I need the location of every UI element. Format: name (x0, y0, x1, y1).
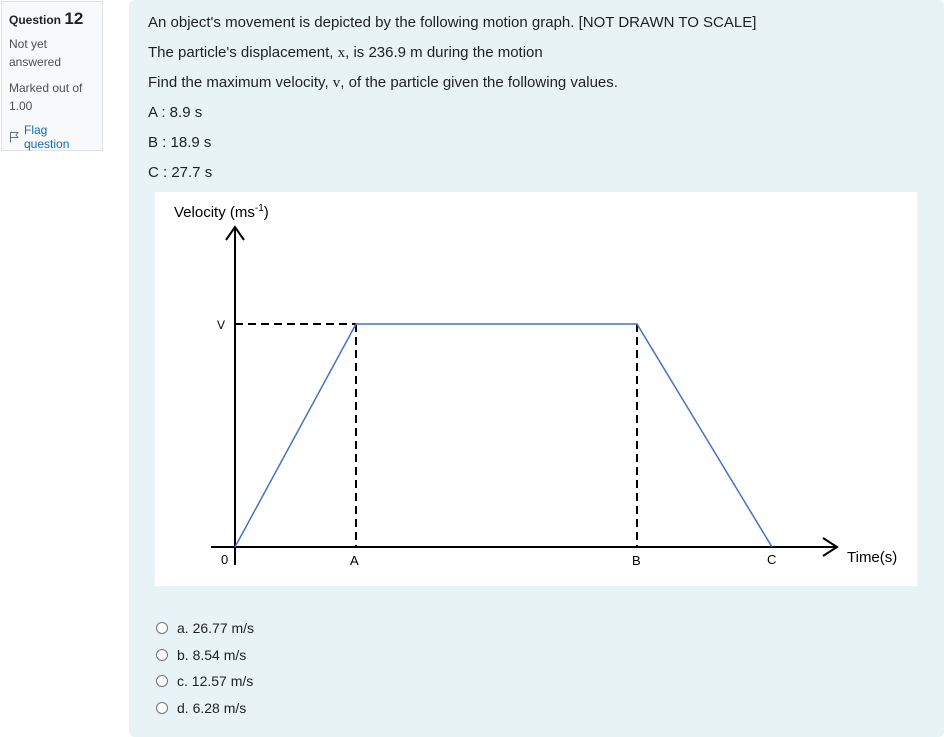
question-text-intro: An object's movement is depicted by the following motion graph. [NOT DRAWN TO SCALE] (148, 14, 757, 31)
answer-radio-a[interactable] (156, 622, 168, 634)
answer-label-d: d. 6.28 m/s (177, 699, 247, 716)
question-content (129, 0, 944, 737)
motion-graph-svg (155, 192, 917, 586)
question-grade: Marked out of 1.00 (9, 81, 83, 113)
answer-radio-b[interactable] (156, 649, 168, 661)
displacement-variable: x (337, 45, 346, 61)
question-text-task (148, 74, 618, 92)
x-axis-label: Time(s) (847, 549, 898, 566)
question-number (9, 9, 95, 29)
answer-label-c: c. 12.57 m/s (177, 673, 254, 690)
answer-options (156, 615, 254, 721)
displacement-prefix: The particle's displacement, (148, 44, 334, 61)
velocity-variable: v (332, 75, 341, 91)
x-tick-label-c: C (767, 552, 777, 567)
question-state: Not yet answered (9, 37, 62, 69)
value-a: A : 8.9 s (148, 104, 203, 121)
flag-icon (9, 131, 20, 143)
answer-label-a: a. 26.77 m/s (177, 620, 255, 637)
answer-option-b[interactable] (156, 642, 254, 669)
question-info-panel (1, 1, 103, 151)
velocity-time-line (235, 324, 772, 547)
answer-option-a[interactable] (156, 615, 254, 642)
y-axis-label: Velocity $(ms^{-1})$ (174, 203, 269, 221)
answer-radio-c[interactable] (156, 675, 168, 687)
value-c: C : 27.7 s (148, 164, 213, 181)
question-label: Question (9, 13, 62, 27)
flag-question-label: Flag question (24, 123, 70, 151)
answer-option-c[interactable] (156, 668, 254, 695)
displacement-suffix: , is 236.9 m during the motion (345, 44, 543, 61)
task-suffix: , of the particle given the following values. (340, 74, 618, 91)
x-tick-label-a: A (350, 553, 359, 568)
flag-question-link[interactable] (9, 123, 95, 151)
motion-graph (155, 192, 917, 586)
x-tick-label-b: B (632, 553, 641, 568)
answer-option-d[interactable] (156, 695, 254, 722)
question-text-displacement (148, 44, 543, 62)
answer-label-b: b. 8.54 m/s (177, 646, 247, 663)
x-tick-label-0: 0 (221, 552, 229, 567)
question-number-value: 12 (64, 9, 84, 28)
task-prefix: Find the maximum velocity, (148, 74, 329, 91)
y-tick-label-v: V (217, 318, 226, 332)
answer-radio-d[interactable] (156, 702, 168, 714)
value-b: B : 18.9 s (148, 134, 212, 151)
